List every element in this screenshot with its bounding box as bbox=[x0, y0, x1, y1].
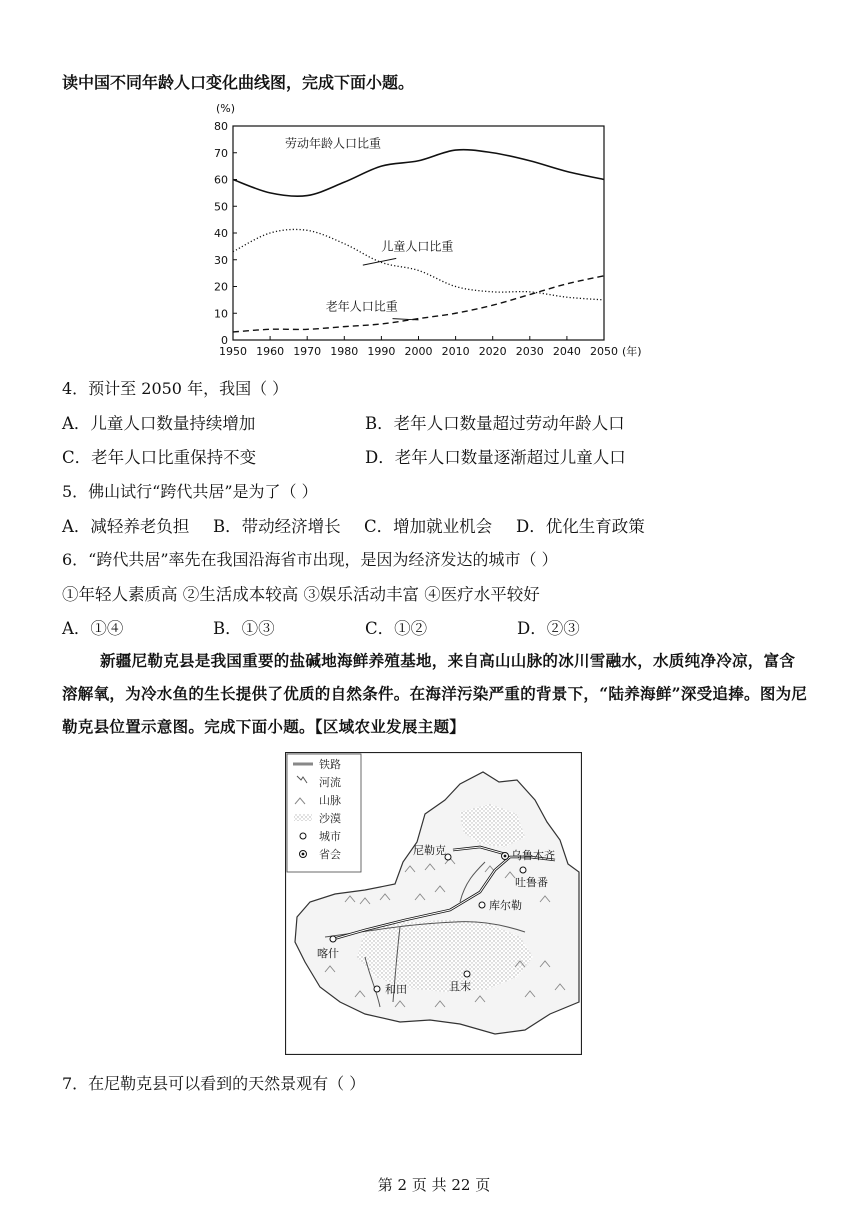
plot-frame bbox=[233, 126, 604, 340]
legend-mountain: 山脉 bbox=[319, 794, 341, 807]
y-tick-label: 50 bbox=[214, 200, 228, 214]
city-icon bbox=[300, 833, 306, 839]
desert-icon bbox=[294, 814, 312, 821]
city-qiemo: 且末 bbox=[449, 980, 471, 993]
q5-option-b[interactable]: B．带动经济增长 bbox=[213, 517, 341, 536]
y-tick-label: 20 bbox=[214, 280, 228, 294]
q4-option-a[interactable]: A．儿童人口数量持续增加 bbox=[62, 414, 256, 433]
x-tick-label: 1950 bbox=[219, 345, 247, 358]
y-tick-label: 60 bbox=[214, 173, 228, 187]
series-label-1: 儿童人口比重 bbox=[381, 239, 454, 254]
x-tick-label: 1960 bbox=[256, 345, 285, 358]
q4-stem: 4．预计至 2050 年，我国（ ） bbox=[62, 379, 289, 398]
q6-items: ①年轻人素质高 ②生活成本较高 ③娱乐活动丰富 ④医疗水平较好 bbox=[62, 585, 540, 604]
q6-stem: 6．“跨代共居”率先在我国沿海省市出现，是因为经济发达的城市（ ） bbox=[62, 550, 558, 569]
series-label-2: 老年人口比重 bbox=[325, 299, 398, 314]
label-leader-1 bbox=[363, 258, 396, 265]
population-chart bbox=[210, 98, 680, 366]
city-korla: 库尔勒 bbox=[489, 899, 522, 912]
y-tick-label: 40 bbox=[214, 227, 228, 240]
city-nileke: 尼勒克 bbox=[413, 844, 446, 857]
passage-text bbox=[62, 644, 808, 743]
y-tick-label: 0 bbox=[221, 334, 228, 347]
q6-option-d[interactable]: D．②③ bbox=[517, 619, 580, 638]
x-tick-label: 2020 bbox=[478, 345, 507, 358]
y-tick-label: 80 bbox=[214, 120, 228, 133]
x-axis-unit: (年) bbox=[622, 345, 642, 358]
series-line-0 bbox=[233, 150, 604, 197]
q4-option-b[interactable]: B．老年人口数量超过劳动年龄人口 bbox=[365, 414, 625, 433]
legend-railway: 铁路 bbox=[319, 758, 341, 771]
legend-river: 河流 bbox=[319, 776, 341, 789]
legend-city: 城市 bbox=[319, 830, 341, 843]
y-axis-unit: (%) bbox=[216, 102, 236, 115]
city-kashgar: 喀什 bbox=[317, 947, 339, 960]
city-urumqi: 乌鲁木齐 bbox=[511, 849, 555, 862]
xinjiang-map bbox=[285, 752, 582, 1055]
q6-option-b[interactable]: B．①③ bbox=[213, 619, 275, 638]
y-tick-label: 70 bbox=[214, 146, 228, 160]
q5-option-d[interactable]: D．优化生育政策 bbox=[516, 517, 645, 536]
q6-option-a[interactable]: A．①④ bbox=[62, 619, 124, 638]
intro-text: 读中国不同年龄人口变化曲线图，完成下面小题。 bbox=[62, 73, 415, 92]
series-line-2 bbox=[233, 276, 604, 332]
capital-icon bbox=[302, 853, 305, 856]
x-tick-label: 2010 bbox=[441, 345, 470, 358]
q6-option-c[interactable]: C．①② bbox=[365, 619, 428, 638]
page-footer: 第 2 页 共 22 页 bbox=[377, 1176, 491, 1194]
legend-desert: 沙漠 bbox=[319, 812, 341, 825]
q5-stem: 5．佛山试行“跨代共居”是为了（ ） bbox=[62, 482, 318, 501]
x-tick-label: 1980 bbox=[330, 345, 359, 358]
q5-option-c[interactable]: C．增加就业机会 bbox=[364, 517, 493, 536]
q4-option-d[interactable]: D．老年人口数量逐渐超过儿童人口 bbox=[365, 448, 626, 467]
series-label-0: 劳动年龄人口比重 bbox=[284, 136, 381, 151]
x-tick-label: 2050 bbox=[590, 345, 618, 358]
city-turpan: 吐鲁番 bbox=[515, 876, 548, 889]
x-tick-label: 2040 bbox=[552, 345, 581, 358]
x-tick-label: 1970 bbox=[293, 345, 322, 358]
legend-capital: 省会 bbox=[319, 848, 341, 861]
x-tick-label: 1990 bbox=[367, 345, 396, 358]
q5-option-a[interactable]: A．减轻养老负担 bbox=[62, 517, 190, 536]
q4-option-c[interactable]: C．老年人口比重保持不变 bbox=[62, 448, 257, 467]
x-tick-label: 2000 bbox=[404, 345, 433, 358]
q7-stem: 7．在尼勒克县可以看到的天然景观有（ ） bbox=[62, 1074, 366, 1093]
city-hotan: 和田 bbox=[385, 983, 407, 996]
y-tick-label: 10 bbox=[214, 307, 228, 321]
x-tick-label: 2030 bbox=[515, 345, 544, 358]
y-tick-label: 30 bbox=[214, 253, 228, 267]
passage-body: 新疆尼勒克县是我国重要的盐碱地海鲜养殖基地，来自高山山脉的冰川雪融水，水质纯净冷凉，富含溶解氧，为冷水鱼的生长提供了优质的自然条件。在海洋污染严重的背景下，“陆养海鲜”深受追捧。图为尼勒克县位置示意图。完成下面小题。【区域农业发展主题】 bbox=[62, 651, 808, 736]
